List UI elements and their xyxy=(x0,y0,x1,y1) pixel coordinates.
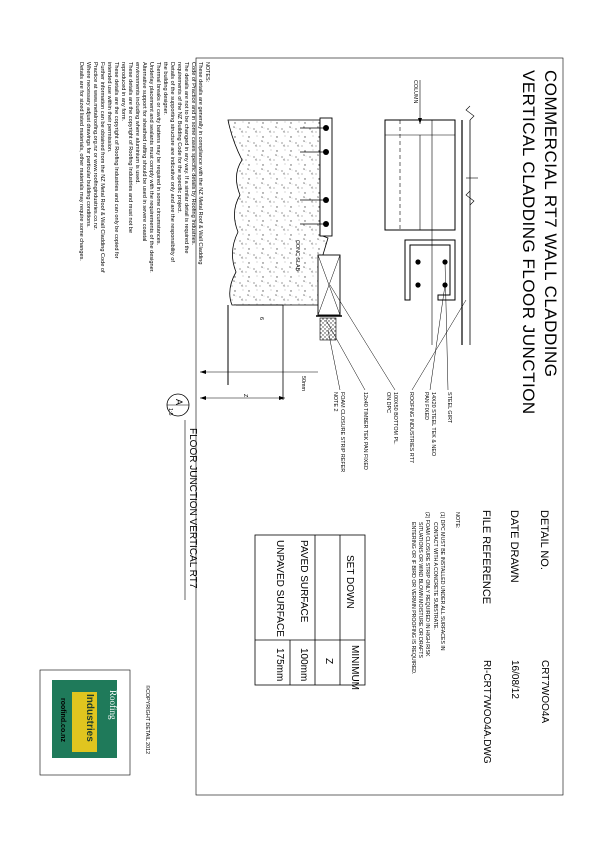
side-note-line: (1) DPC MUST BE INSTALLED UNDER ALL SURFACES IN xyxy=(439,512,445,651)
table-row-label: PAVED SURFACE xyxy=(298,540,309,623)
label-steel-girt: STEEL GIRT xyxy=(446,392,452,424)
table-row-value: 100mm xyxy=(298,648,309,682)
notes-line: the building designer. xyxy=(162,62,168,115)
label-dim-6: 6 xyxy=(258,317,264,320)
notes-line: Practice at www.metalroofing.org.nz or www.roofingindustries.co.nz. xyxy=(92,62,98,231)
notes-line: Details are for sized listed materials, other materials may require some changes. xyxy=(78,62,84,261)
notes-line: These details are the copyright of Roofing Industries and must not be xyxy=(127,62,133,234)
file-reference-label: FILE REFERENCE xyxy=(480,510,492,605)
side-note-line: CONTACT WITH A CONCRETE SUBSTRATE. xyxy=(432,522,438,630)
notes-line: The details are not to be changed in any way. If a similar detail is required the xyxy=(183,62,189,254)
label-foam-closure: FOAM CLOSURE STRIP REFER xyxy=(339,392,345,473)
notes-line: Thermal breaks or cavity battens may be required in some circumstances. xyxy=(155,62,161,246)
caption-title: FLOOR JUNCTION VERTICAL RT7 xyxy=(187,428,198,589)
label-timber-tek: 12x40 TIMBER TEK PAN FIXED xyxy=(362,392,368,470)
logo-text-roofing: Roofing xyxy=(108,690,118,720)
notes-heading: NOTES: xyxy=(204,62,210,83)
title-line-2: VERTICAL CLADDING FLOOR JUNCTION xyxy=(519,70,538,415)
section-drawing xyxy=(200,80,478,400)
caption-marker xyxy=(167,394,189,600)
side-note-line: ENTERING OR IF BIRD OR VERMIN PROOFING IS REQUIRED. xyxy=(410,522,416,675)
label-tek-screws: 14X20 STEEL TEK & NEO xyxy=(430,392,436,457)
detail-no-label: DETAIL NO. xyxy=(538,510,550,570)
label-dim-z: Z xyxy=(242,394,248,398)
date-drawn-value: 16/08/12 xyxy=(509,660,520,699)
file-reference-value: RI-CRT7WOO4A.DWG xyxy=(481,660,492,764)
logo-text-industries: Industries xyxy=(84,694,95,742)
label-dim-50: 50mm xyxy=(300,376,306,391)
title-line-1: COMMERCIAL RT7 WALL CLADDING xyxy=(541,70,560,378)
label-conc-slab: CONC SLAB xyxy=(294,240,300,272)
table-header-z: Z xyxy=(323,658,334,665)
notes-line: requirements of the NZ Building Code for the specific project. xyxy=(176,62,182,214)
side-notes-heading: NOTE: xyxy=(454,512,460,529)
notes-line: Code of Practice and in some cases specific details by Roofing Industries. xyxy=(190,62,196,246)
table-header-setdown: SET DOWN xyxy=(344,555,355,609)
notes-line: These details are generally in compliance with the NZ Metal Roof & Wall Cladding xyxy=(197,62,203,265)
side-note-line: SITUATIONS OR WIND BLOWN MOISTURE OR DRAFTS xyxy=(417,522,423,658)
table-row-label: UNPAVED SURFACE xyxy=(274,540,285,637)
table-header-minimum: MINIMUM xyxy=(349,645,360,690)
label-note-2: NOTE 2 xyxy=(332,392,338,412)
label-column: COLUMN xyxy=(412,80,418,104)
table-row-value: 175mm xyxy=(274,648,285,682)
copyright: ©COPYRIGHT DETAIL 2012 xyxy=(144,685,150,755)
caption-marker-letter: A xyxy=(174,399,184,406)
label-cladding: ROOFING INDUSTRIES RT7 xyxy=(408,392,414,463)
label-on-dpc: ON DPC xyxy=(385,392,391,413)
concrete-slab xyxy=(228,120,328,305)
caption-scale: 1:5 xyxy=(167,408,173,416)
notes-line: These details are the copyright of Roofing Industries and can only be copied for xyxy=(113,62,119,259)
notes-line: Details of the supporting structure are indicative only and are the responsibility of xyxy=(169,62,175,262)
notes-line: Where necessary adjust drawings for particular building conditions. xyxy=(85,62,91,228)
notes-line: intended use within their permission. xyxy=(106,62,112,153)
label-bottom-plate: 100X50 BOTTOM PL. xyxy=(392,392,398,445)
date-drawn-label: DATE DRAWN xyxy=(508,510,520,583)
notes-line: environments including where aluminium is used. xyxy=(134,62,140,184)
label-pan-fixed: PAN FIXED xyxy=(423,392,429,421)
notes-line: Underlay placement and sealants must comply with the requirements of the designer. xyxy=(148,62,154,273)
notes-line: Alternative support for sheathed rafting should be used in severe coastal xyxy=(141,62,147,242)
notes-line: Further information can be obtained from the NZ Metal Roof & Wall Cladding Code of xyxy=(99,62,105,273)
detail-no-value: CRT7WOO4A xyxy=(539,660,550,724)
logo-text-url: roofind.co.nz xyxy=(59,698,66,742)
notes-line: reproduced in any form. xyxy=(120,62,126,122)
side-note-line: (2) FOAM CLOSURE STRIP ONLY REQUIRED IN HIGH RISK xyxy=(424,512,430,657)
